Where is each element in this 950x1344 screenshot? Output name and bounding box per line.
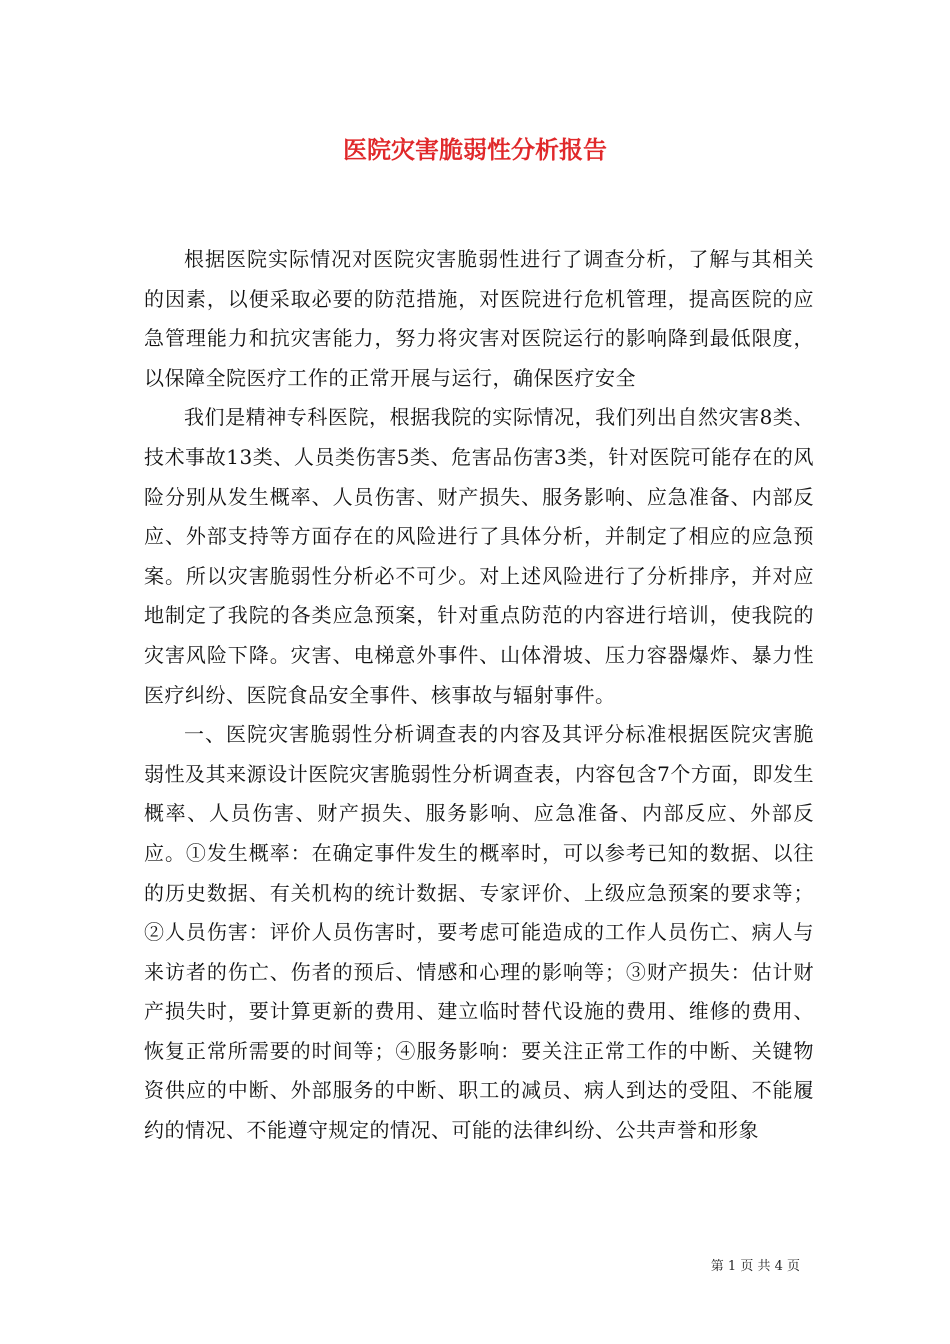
- paragraph-overview: 我们是精神专科医院，根据我院的实际情况，我们列出自然灾害8类、技术事故13类、人员类伤害5类、危害品伤害3类，针对医院可能存在的风险分别从发生概率、人员伤害、财产损失、服务影响、应急准备、内部反应、外部支持等方面存在的风险进行了具体分析，并制定了相应的应急预案。所以灾害脆弱性分析必不可少。对上述风险进行了分析排序，并对应地制定了我院的各类应急预案，针对重点防范的内容进行培训，使我院的灾害风险下降。灾害、电梯意外事件、山体滑坡、压力容器爆炸、暴力性医疗纠纷、医院食品安全事件、核事故与辐射事件。: [144, 405, 814, 707]
- page-number: 第 1 页 共 4 页: [710, 1259, 800, 1274]
- paragraph-intro: 根据医院实际情况对医院灾害脆弱性进行了调查分析，了解与其相关的因素，以便采取必要的防范措施，对医院进行危机管理，提高医院的应急管理能力和抗灾害能力，努力将灾害对医院运行的影响降到最低限度，以保障全院医疗工作的正常开展与运行，确保医疗安全: [144, 247, 814, 390]
- document-body: [144, 240, 814, 1151]
- document-title: 医院灾害脆弱性分析报告: [343, 135, 607, 164]
- paragraph-section-one: 一、医院灾害脆弱性分析调查表的内容及其评分标准根据医院灾害脆弱性及其来源设计医院灾害脆弱性分析调查表，内容包含7个方面，即发生概率、人员伤害、财产损失、服务影响、应急准备、内部反应、外部反应。①发生概率：在确定事件发生的概率时，可以参考已知的数据、以往的历史数据、有关机构的统计数据、专家评价、上级应急预案的要求等；②人员伤害：评价人员伤害时，要考虑可能造成的工作人员伤亡、病人与来访者的伤亡、伤者的预后、情感和心理的影响等；③财产损失：估计财产损失时，要计算更新的费用、建立临时替代设施的费用、维修的费用、恢复正常所需要的时间等；④服务影响：要关注正常工作的中断、关键物资供应的中断、外部服务的中断、职工的减员、病人到达的受阻、不能履约的情况、不能遵守规定的情况、可能的法律纠纷、公共声誉和形象: [144, 722, 814, 1143]
